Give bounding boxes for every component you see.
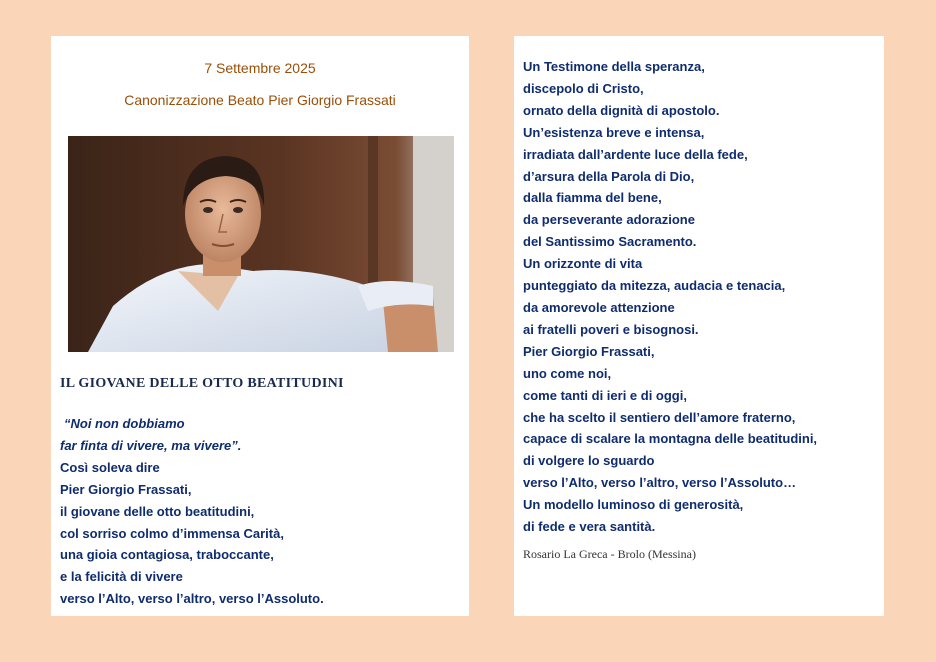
poem-line: ai fratelli poveri e bisognosi.: [523, 321, 699, 337]
poem-line: irradiata dall’ardente luce della fede,: [523, 146, 748, 162]
poem-line: Un orizzonte di vita: [523, 256, 643, 272]
poem-line: Un Testimone della speranza,: [523, 59, 705, 74]
poem-line: discepolo di Cristo,: [523, 80, 644, 96]
poem-text: [523, 56, 878, 538]
poem-line: Pier Giorgio Frassati,: [523, 343, 655, 359]
quote-line: Così soleva dire: [60, 459, 160, 475]
poem-line: capace di scalare la montagna delle beatitudini,: [523, 431, 818, 447]
quote-line: col sorriso colmo d’immensa Carità,: [60, 525, 284, 541]
section-heading: IL GIOVANE DELLE OTTO BEATITUDINI: [60, 376, 344, 391]
quote-text: [60, 413, 460, 610]
quote-line: Pier Giorgio Frassati,: [60, 481, 192, 497]
right-page: [514, 36, 884, 616]
quote-line: “Noi non dobbiamo: [64, 416, 185, 431]
event-title: Canonizzazione Beato Pier Giorgio Frassati: [124, 92, 396, 108]
poem-line: verso l’Alto, verso l’altro, verso l’Assoluto…: [523, 475, 797, 491]
author-signature: Rosario La Greca - Brolo (Messina): [523, 547, 696, 561]
poem-line: di fede e vera santità.: [523, 519, 656, 535]
quote-line: una gioia contagiosa, traboccante,: [60, 547, 274, 563]
poem-line: di volgere lo sguardo: [523, 453, 655, 469]
left-page: [51, 36, 469, 616]
poem-line: Un modello luminoso di generosità,: [523, 497, 744, 513]
poem-line: del Santissimo Sacramento.: [523, 234, 697, 250]
poem-line: dalla fiamma del bene,: [523, 190, 662, 206]
quote-line: e la felicità di vivere: [60, 569, 183, 585]
quote-line: verso l’Alto, verso l’altro, verso l’Assoluto.: [60, 591, 324, 607]
poem-line: ornato della dignità di apostolo.: [523, 102, 720, 118]
poem-line: da perseverante adorazione: [523, 212, 695, 228]
quote-line: far finta di vivere, ma vivere”.: [60, 437, 242, 453]
poem-line: uno come noi,: [523, 365, 612, 381]
poem-line: da amorevole attenzione: [523, 299, 675, 315]
poem-line: che ha scelto il sentiero dell’amore fraterno,: [523, 409, 796, 425]
event-date: 7 Settembre 2025: [204, 60, 316, 76]
poem-line: come tanti di ieri e di oggi,: [523, 387, 687, 403]
poem-line: d’arsura della Parola di Dio,: [523, 168, 695, 184]
portrait-photo: [68, 136, 454, 352]
quote-line: il giovane delle otto beatitudini,: [60, 503, 255, 519]
poem-line: Un’esistenza breve e intensa,: [523, 124, 705, 140]
poem-line: punteggiato da mitezza, audacia e tenacia,: [523, 278, 786, 294]
